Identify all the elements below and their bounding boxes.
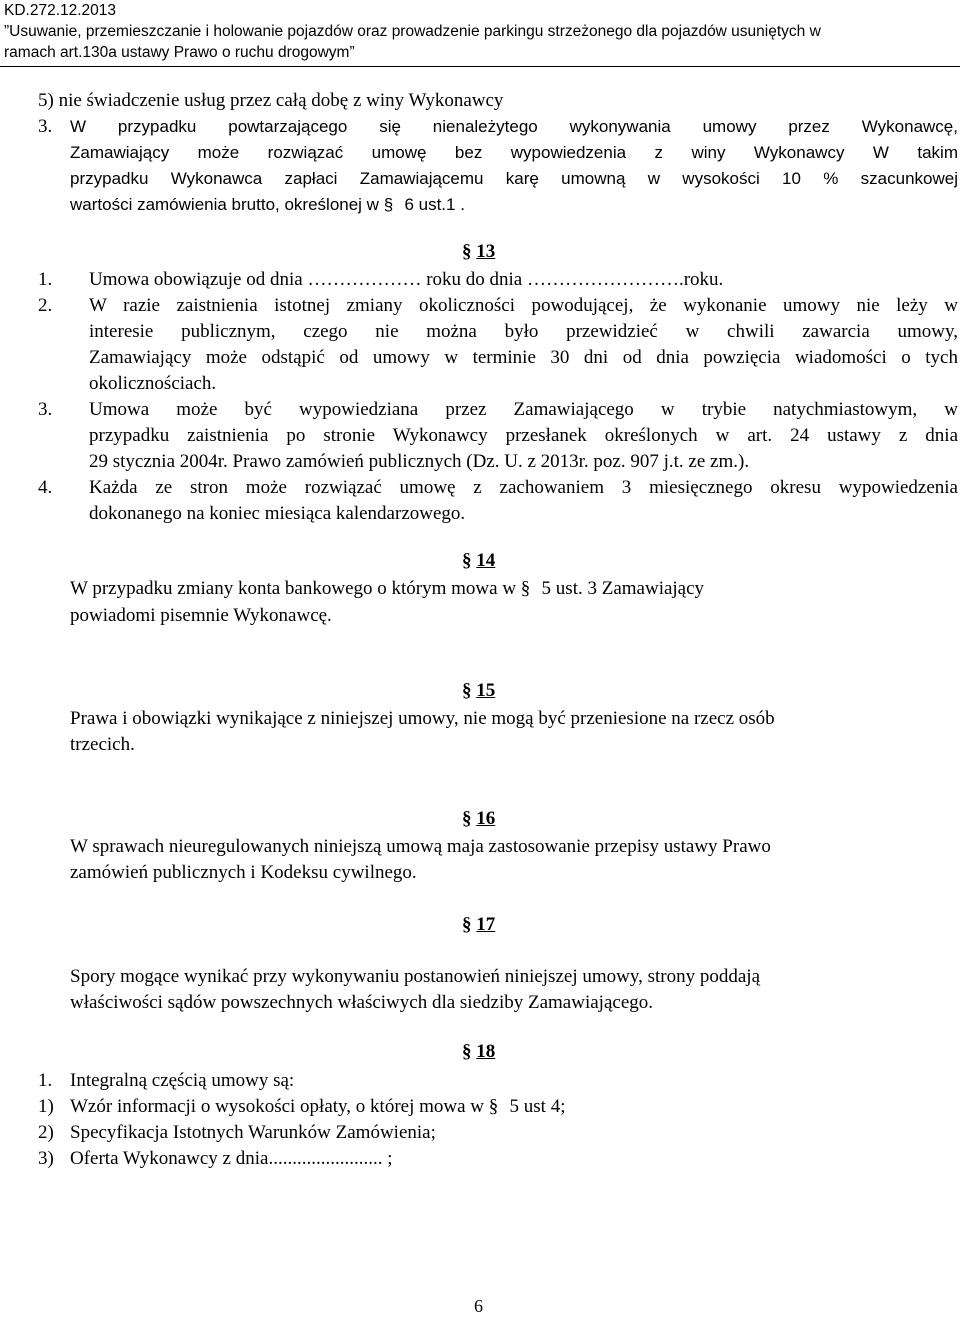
s14-line2: powiadomi pisemnie Wykonawcę. (70, 605, 332, 626)
s18-intro-number: 1. (38, 1070, 53, 1091)
s13-item2-line1: W razie zaistnienia istotnej zmiany okoliczności powodującej, że wykonanie umowy nie leży w (89, 295, 958, 316)
s17-line2: właściwości sądów powszechnych właściwych dla siedziby Zamawiającego. (70, 992, 653, 1013)
item-5: 5) nie świadczenie usług przez całą dobę z winy Wykonawcy (38, 90, 504, 111)
section-15-heading: § 15 (462, 680, 496, 701)
s13-item2-line2: interesie publicznym, czego nie można było przewidzieć w chwili zawarcia umowy, (89, 321, 958, 342)
section-sign-glyph: § (520, 578, 531, 599)
s13-item3-number: 3. (38, 399, 53, 420)
s15-line1: Prawa i obowiązki wynikające z niniejszej umowy, nie mogą być przeniesione na rzecz osób (70, 708, 775, 729)
s14-line1: W przypadku zmiany konta bankowego o którym mowa w § 5 ust. 3 Zamawiający (70, 576, 704, 602)
section-18-heading: § 18 (462, 1041, 496, 1062)
s13-item1-number: 1. (38, 269, 53, 290)
item-3-line4: wartości zamówienia brutto, określonej w § 6 ust.1 . (70, 192, 465, 218)
case-number: KD.272.12.2013 (4, 2, 117, 19)
s18-item1-number: 1) (38, 1096, 54, 1117)
s13-item3-line3: 29 stycznia 2004r. Prawo zamówień publicznych (Dz. U. z 2013r. poz. 907 j.t. ze zm.). (89, 451, 750, 472)
section-17-heading: § 17 (462, 914, 496, 935)
item-3-number: 3. (38, 116, 53, 137)
page-number: 6 (474, 1296, 483, 1316)
s13-item2-line4: okolicznościach. (89, 373, 217, 394)
s13-item1-text: Umowa obowiązuje od dnia ……………… roku do dnia …………………….roku. (89, 269, 724, 290)
s18-intro: Integralną częścią umowy są: (70, 1070, 295, 1091)
s13-item4-number: 4. (38, 477, 53, 498)
section-sign-glyph: § (383, 195, 394, 214)
s16-line1: W sprawach nieuregulowanych niniejszą umową maja zastosowanie przepisy ustawy Prawo (70, 836, 771, 857)
item-3-line2: Zamawiający może rozwiązać umowę bez wypowiedzenia z winy Wykonawcy W takim (70, 143, 958, 162)
s18-item3-number: 3) (38, 1148, 54, 1169)
s13-item3-line2: przypadku zaistnienia po stronie Wykonawcy przesłanek określonych w art. 24 ustawy z dnia (89, 425, 958, 446)
section-13-heading: § 13 (462, 241, 496, 262)
s13-item4-line2: dokonanego na koniec miesiąca kalendarzowego. (89, 503, 466, 524)
contract-title-line1: ”Usuwanie, przemieszczanie i holowanie pojazdów oraz prowadzenie parkingu strzeżonego dla pojazdów usuniętych w (4, 23, 821, 40)
section-14-heading: § 14 (462, 550, 496, 571)
document-header (4, 0, 821, 63)
s18-item3-text: Oferta Wykonawcy z dnia........................ ; (70, 1148, 393, 1169)
section-16-heading: § 16 (462, 808, 496, 829)
section-sign-glyph: § (488, 1096, 499, 1117)
item-3-line1: W przypadku powtarzającego się nienależytego wykonywania umowy przez Wykonawcę, (70, 117, 958, 136)
item-3-line3: przypadku Wykonawca zapłaci Zamawiającemu karę umowną w wysokości 10 % szacunkowej (70, 169, 958, 188)
s18-item1-text: Wzór informacji o wysokości opłaty, o której mowa w § 5 ust 4; (70, 1094, 565, 1120)
s13-item2-number: 2. (38, 295, 53, 316)
s13-item2-line3: Zamawiający może odstąpić od umowy w terminie 30 dni od dnia powzięcia wiadomości o tych (89, 347, 958, 368)
s15-line2: trzecich. (70, 734, 135, 755)
s13-item3-line1: Umowa może być wypowiedziana przez Zamawiającego w trybie natychmiastowym, w (89, 399, 958, 420)
contract-title-line2: ramach art.130a ustawy Prawo o ruchu drogowym” (4, 44, 355, 61)
s13-item4-line1: Każda ze stron może rozwiązać umowę z zachowaniem 3 miesięcznego okresu wypowiedzenia (89, 477, 958, 498)
s18-item2-number: 2) (38, 1122, 54, 1143)
s16-line2: zamówień publicznych i Kodeksu cywilnego. (70, 862, 417, 883)
s18-item2-text: Specyfikacja Istotnych Warunków Zamówienia; (70, 1122, 436, 1143)
header-divider (0, 66, 960, 67)
s17-line1: Spory mogące wynikać przy wykonywaniu postanowień niniejszej umowy, strony poddają (70, 966, 761, 987)
